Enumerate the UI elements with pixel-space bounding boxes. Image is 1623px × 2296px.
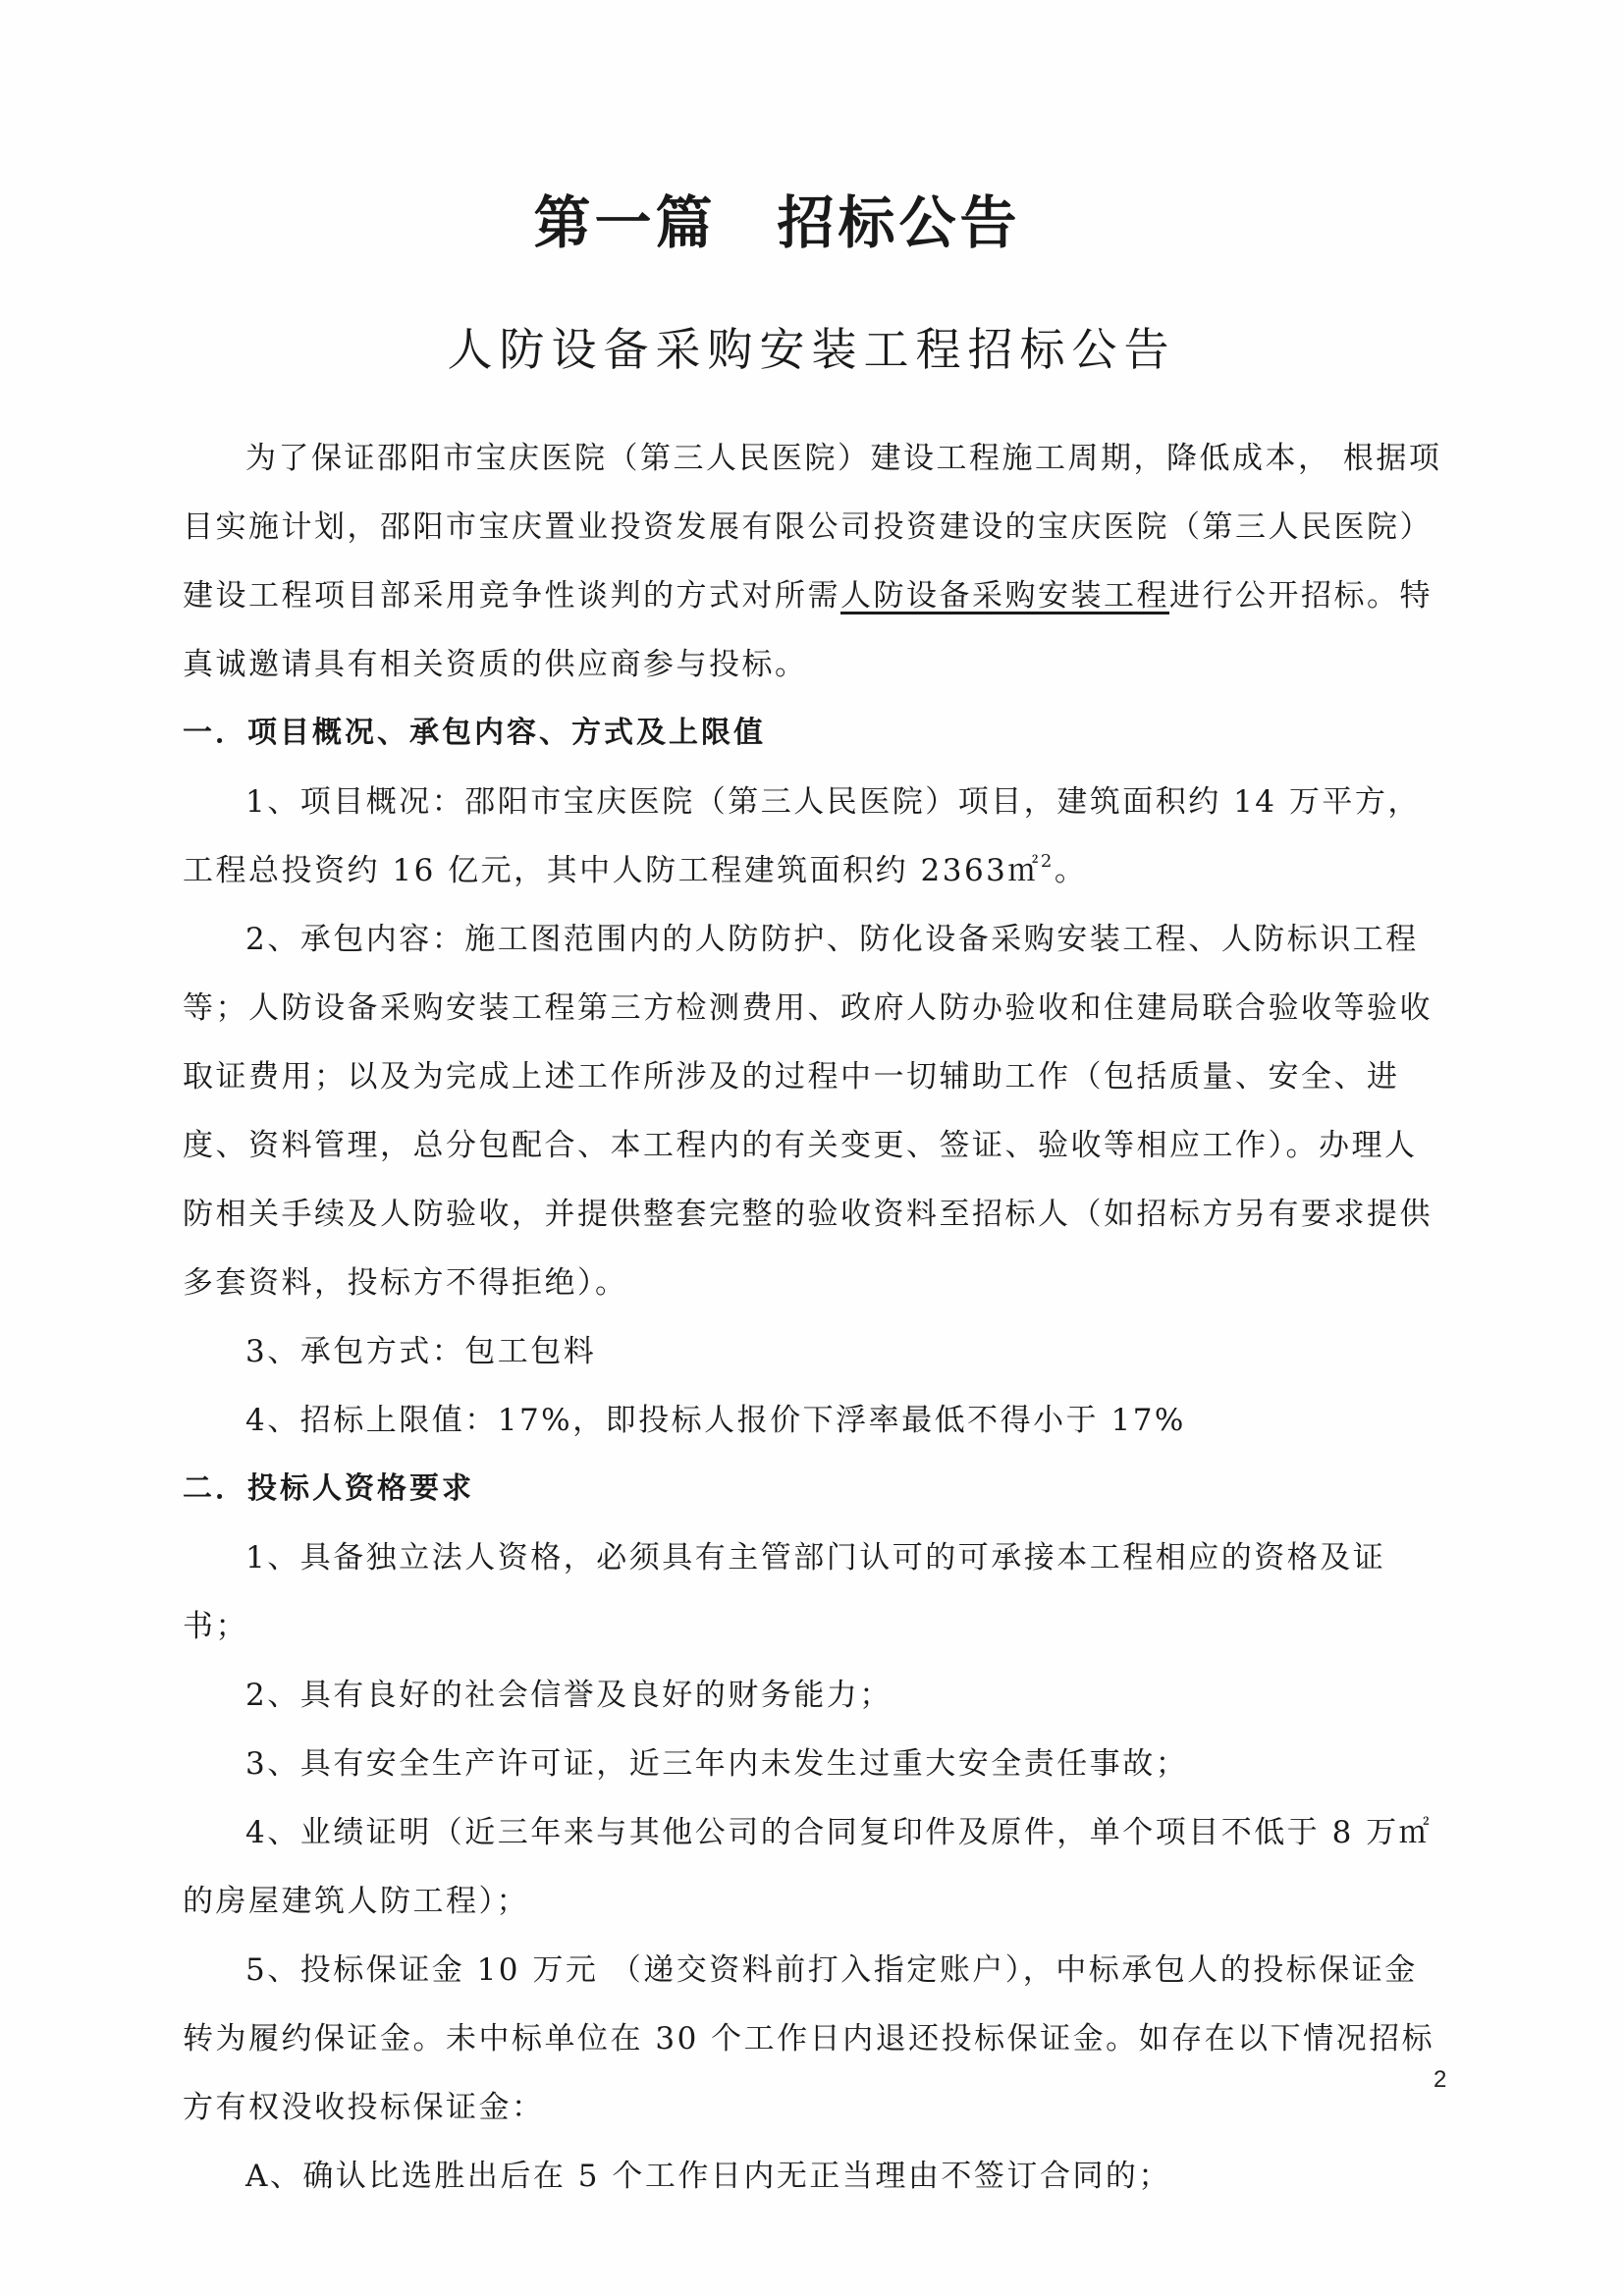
title-part-1: 第一篇 <box>533 189 717 256</box>
intro-paragraph <box>183 424 1449 699</box>
item-1-end: 。 <box>1054 853 1088 888</box>
intro-text-1: 为了保证邵阳市宝庆医院（第三人民医院）建设工程施工周期，降低成本， 根据项目实施计划，邵阳市宝庆置业投资发展有限公司投资建设的宝庆医院（第三人民医院）建设工程项目部采用竞争性谈判的方式对所需 <box>183 441 1442 614</box>
section-2-item-a: A、确认比选胜出后在 5 个工作日内无正当理由不签订合同的； <box>245 2159 1171 2194</box>
section-1-heading: 一．项目概况、承包内容、方式及上限值 <box>183 716 766 750</box>
section-1-item-1 <box>183 768 1449 905</box>
section-2-item-3: 3、具有安全生产许可证，近三年内未发生过重大安全责任事故； <box>245 1746 1189 1782</box>
section-1-item-3: 3、承包方式：包工包料 <box>245 1334 597 1369</box>
section-2-heading: 二．投标人资格要求 <box>183 1471 474 1506</box>
title-part-2: 招标公告 <box>777 189 1021 256</box>
subtitle: 人防设备采购安装工程招标公告 <box>447 323 1176 376</box>
section-2-item-1: 1、具备独立法人资格，必须具有主管部门认可的可承接本工程相应的资格及证书； <box>183 1540 1386 1644</box>
page-number: 2 <box>1434 2066 1447 2093</box>
item-1-text: 1、项目概况：邵阳市宝庆医院（第三人民医院）项目，建筑面积约 14 万平方，工程总投资约 16 亿元，其中人防工程建筑面积约 2363㎡ <box>183 784 1421 888</box>
section-2-item-4: 4、业绩证明（近三年来与其他公司的合同复印件及原件，单个项目不低于 8 万㎡的房屋建筑人防工程）； <box>183 1815 1433 1919</box>
project-name-underlined: 人防设备采购安装工程 <box>840 578 1169 614</box>
page-title <box>0 177 1623 259</box>
section-2-item-5: 5、投标保证金 10 万元 （递交资料前打入指定账户），中标承包人的投标保证金转为履约保证金。未中标单位在 30 个工作日内退还投标保证金。如存在以下情况招标方有权没收投标保证金： <box>183 1952 1435 2125</box>
section-1-item-2: 2、承包内容：施工图范围内的人防防护、防化设备采购安装工程、人防标识工程等；人防设备采购安装工程第三方检测费用、政府人防办验收和住建局联合验收等验收取证费用；以及为完成上述工作所涉及的过程中一切辅助工作（包括质量、安全、进度、资料管理，总分包配合、本工程内的有关变更、签证、验收等相应工作）。办理人防相关手续及人防验收，并提供整套完整的验收资料至招标人（如招标方另有要求提供多套资料，投标方不得拒绝）。 <box>183 922 1433 1301</box>
intro-text-2: 进行公开招标。特真诚邀请具有相关资质的供应商参与投标。 <box>183 578 1433 682</box>
superscript-2: 2 <box>1040 851 1055 872</box>
section-2-item-2: 2、具有良好的社会信誉及良好的财务能力； <box>245 1678 893 1713</box>
section-1-item-4: 4、招标上限值：17%，即投标人报价下浮率最低不得小于 17% <box>245 1403 1186 1438</box>
body-text <box>183 424 1449 2211</box>
